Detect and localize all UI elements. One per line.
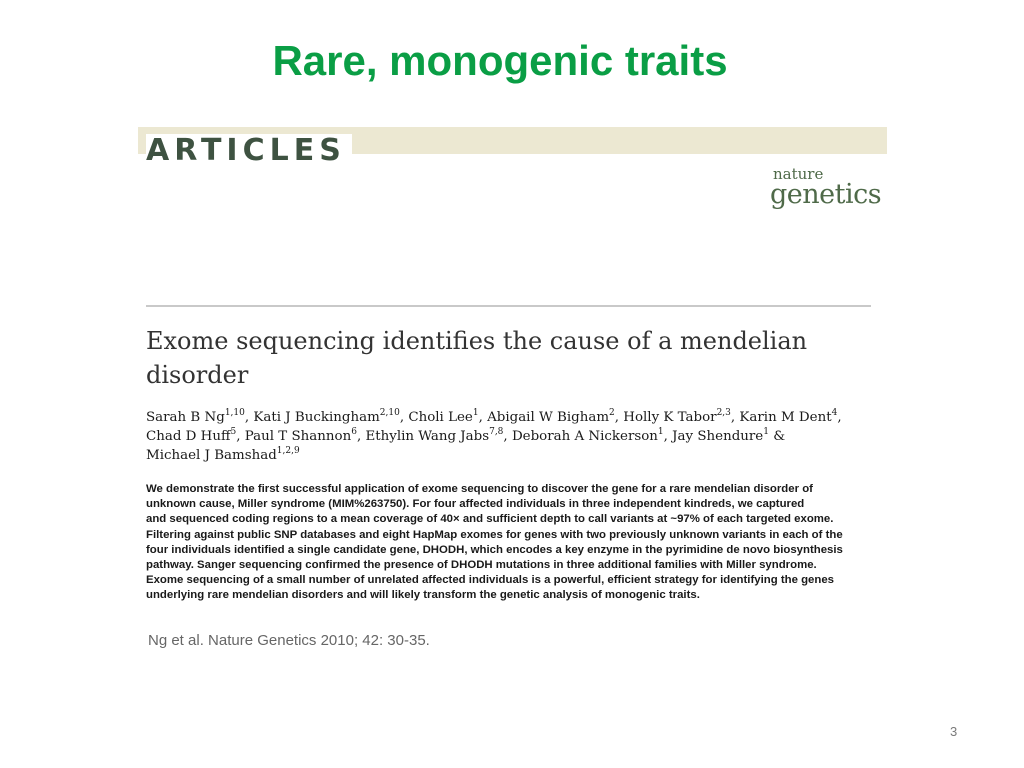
journal-logo-bottom: genetics [770,179,882,210]
nature-genetics-logo [770,166,880,208]
header-divider [146,305,871,307]
abstract-line: unknown cause, Miller syndrome (MIM%263750). For four affected individuals in three independent kindreds, we captured [146,498,805,511]
slide-title: Rare, monogenic traits [272,37,728,84]
page-number: 3 [950,724,958,739]
paper-abstract [146,482,886,604]
abstract-line: four individuals identified a single candidate gene, DHODH, which encodes a key enzyme in the pyrimidine de novo biosynthesis [146,543,843,556]
author-list [146,408,886,465]
abstract-line: Filtering against public SNP databases and eight HapMap exomes for genes with two previously unknown variants in each of the [146,528,843,541]
author: Chad D Huff$^5$, [146,427,245,444]
abstract-line: pathway. Sanger sequencing confirmed the presence of DHODH mutations in three additional families with Miller syndrome. [146,559,817,572]
citation-text: Ng et al. Nature Genetics 2010; 42: 30-35. [148,632,430,649]
abstract-line: We demonstrate the first successful application of exome sequencing to discover the gene for a rare mendelian disorder of [146,483,813,495]
author: Sarah B Ng$^{1,10}$, [146,408,254,425]
author: Ethylin Wang Jabs$^{7,8}$, [365,427,512,444]
author: Kati J Buckingham$^{2,10}$, [253,408,409,425]
author: Abigail W Bigham$^2$, [487,408,624,425]
author: Choli Lee$^1$, [408,408,488,425]
author: Jay Shendure$^1$ & [672,427,786,444]
author: Deborah A Nickerson$^1$, [511,427,673,444]
author: Karin M Dent$^4$, [739,408,842,425]
abstract-line: underlying rare mendelian disorders and will likely transform the genetic analysis of monogenic traits. [146,589,700,602]
author: Holly K Tabor$^{2,3}$, [623,408,740,425]
articles-section-label: ARTICLES [146,134,352,168]
journal-logo-top: nature [773,165,824,183]
author: Michael J Bamshad$^{1,2,9}$ [146,446,300,463]
author: Paul T Shannon$^6$, [244,427,366,444]
paper-title: Exome sequencing identifies the cause of a mendelian disorder [146,327,808,389]
abstract-line: and sequenced coding regions to a mean coverage of 40× and sufficient depth to call variants at ~97% of each targeted exome. [146,513,834,526]
abstract-line: Exome sequencing of a small number of unrelated affected individuals is a powerful, efficient strategy for identifying the genes [146,574,835,587]
